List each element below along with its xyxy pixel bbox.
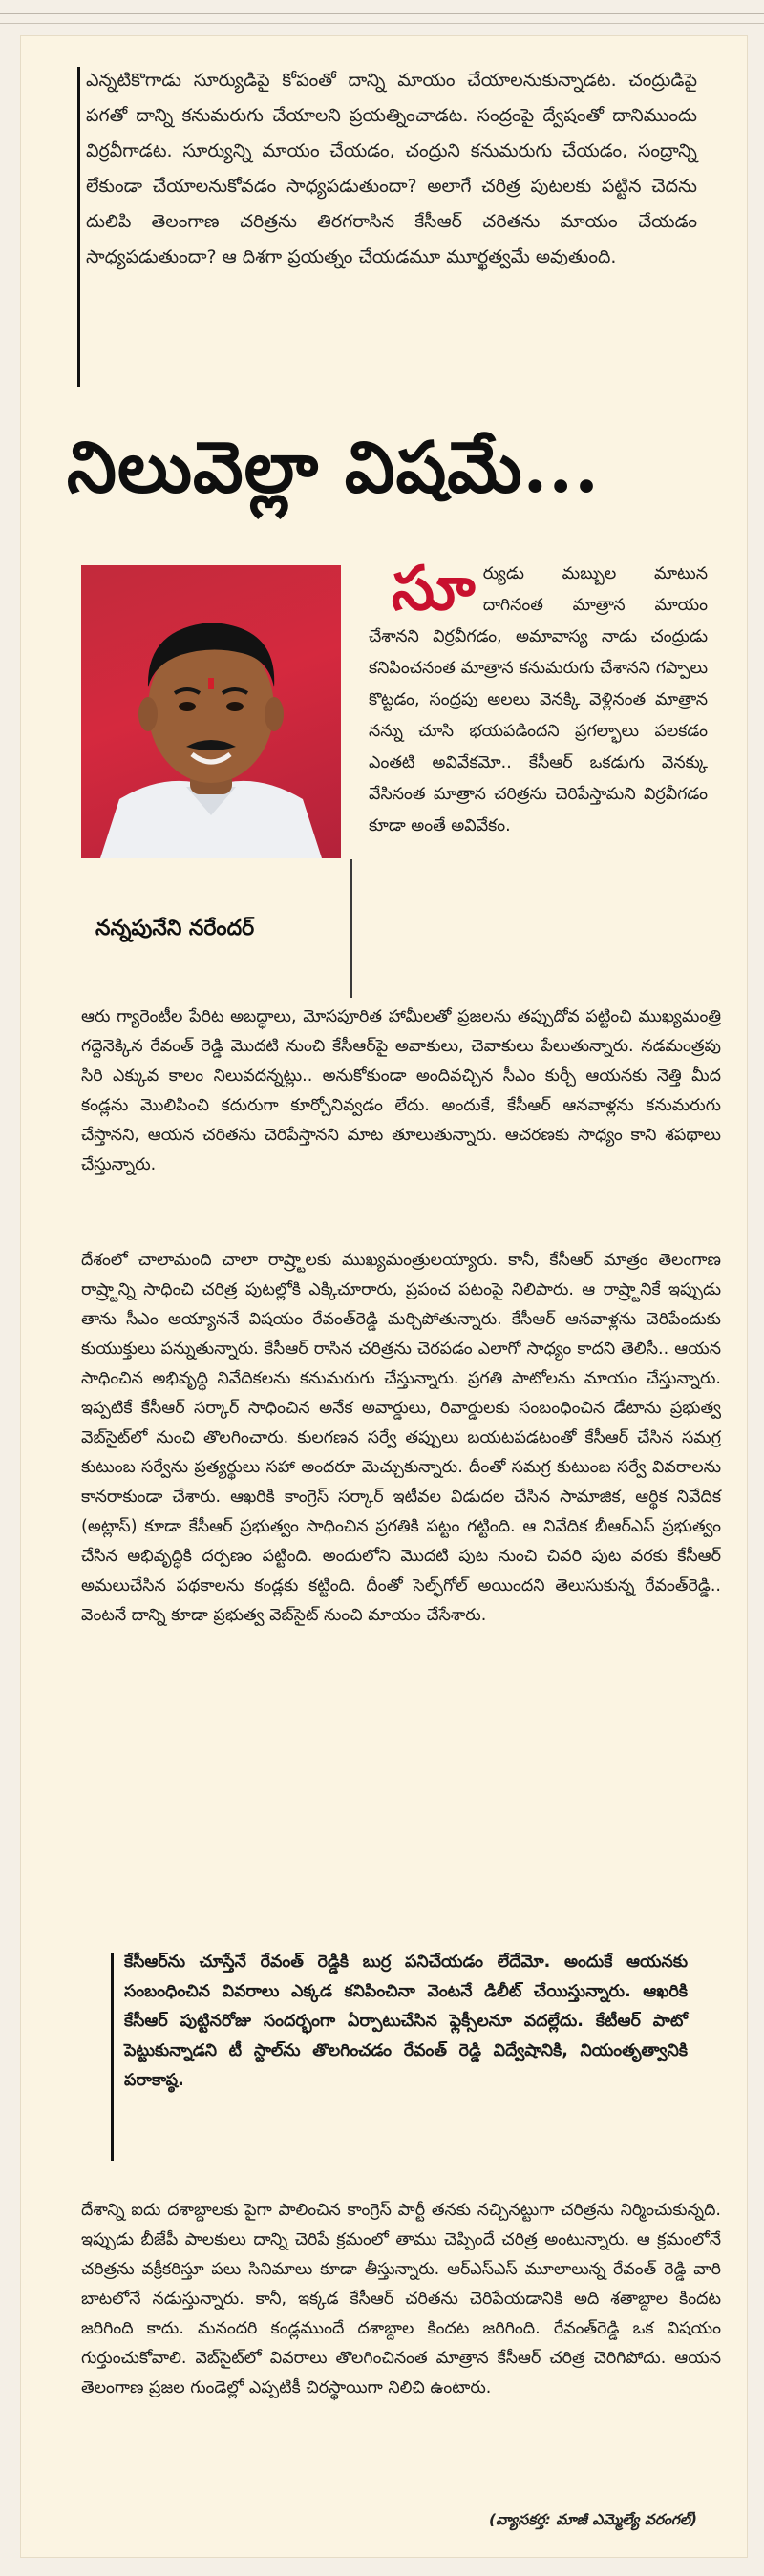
article-headline: నిలువెల్లా విషమే... [67,427,600,509]
paragraph-3-text: దేశాన్ని ఐదు దశాబ్దాలకు పైగా పాలించిన కాంగ్రెస్ పార్టీ తనకు నచ్చినట్టుగా చరిత్రను నిర్మించుకున్నది. ఇప్పుడు బీజేపీ పాలకులు దాన్ని చెరిపే క్రమంలో తాము చెప్పిందే చరిత్ర అంటున్నారు. ఆ క్రమంలోనే చరిత్రను వక్రీకరిస్తూ పలు సినిమాలు కూడా తీస్తున్నారు. ఆర్‌ఎస్‌ఎస్ మూలాలున్న రేవంత్ రెడ్డి వారి బాటలోనే నడుస్తున్నారు. కానీ, ఇక్కడ కేసీఆర్ చరితను చెరిపేయడానికి అది శతాబ్దాల కిందట జరిగింది కాదు. మనందరి కండ్లముందే దశాబ్దాల కిందట జరిగింది. రేవంత్‌రెడ్డి ఒక విషయం గుర్తుంచుకోవాలి. వెబ్‌సైట్‌లో వివరాలు తొలగించినంత మాత్రాన కేసీఆర్ చరిత్ర చెరిగిపోదు. ఆయన తెలంగాణ ప్రజల గుండెల్లో ఎప్పటికీ చిరస్థాయిగా నిలిచి ఉంటారు. [81,2201,721,2397]
author-photo [81,565,341,858]
paragraph-2-text: దేశంలో చాలామంది చాలా రాష్ర్టాలకు ముఖ్యమంత్రులయ్యారు. కానీ, కేసీఆర్ మాత్రం తెలంగాణ రాష్ర్టాన్ని సాధించి చరిత్ర పుటల్లోకి ఎక్కిచూరారు, ప్రపంచ పటంపై నిలిపారు. ఆ రాష్ర్టానికే ఇప్పుడు తాను సీఎం అయ్యాననే విషయం రేవంత్‌రెడ్డి మర్చిపోతున్నారు. కేసీఆర్ ఆనవాళ్లను చెరిపేందుకు కుయుక్తులు పన్నుతున్నారు. కేసీఆర్ రాసిన చరిత్రను చెరపడం ఎలాగో సాధ్యం కాదని తెలిసీ.. ఆయన సాధించిన అభివృద్ధి నివేదికలను కనుమరుగు చేస్తున్నారు. ప్రగతి పాటోలను మాయం చేస్తున్నారు. ఇప్పటికే కేసీఆర్ సర్కార్ సాధించిన అనేక అవార్డులు, రివార్డులకు సంబంధించిన డేటాను ప్రభుత్వ వెబ్‌సైట్‌లో నుంచి తొలగించారు. కులగణన సర్వే తప్పులు బయటపడటంతో కేసీఆర్ చేసిన సమగ్ర కుటుంబ సర్వేను ప్రత్యర్థులు సహా అందరూ మెచ్చుకున్నారు. దీంతో సమగ్ర కుటుంబ సర్వే వివరాలను కానరాకుండా చేశారు. ఆఖరికి కాంగ్రెస్ సర్కార్ ఇటీవల విడుదల చేసిన సామాజిక, ఆర్థిక నివేదిక (అట్లాస్) కూడా కేసీఆర్ ప్రభుత్వం సాధించిన ప్రగతికి పట్టం గట్టింది. ఆ నివేదిక బీఆర్‌ఎస్ ప్రభుత్వం చేసిన అభివృద్ధికి దర్పణం పట్టింది. అందులోని మొదటి పుట నుంచి చివరి పుట వరకు కేసీఆర్ అమలుచేసిన పథకాలను కండ్లకు కట్టింది. దీంతో సెల్ఫ్‌గోల్ అయిందని తెలుసుకున్న రేవంత్‌రెడ్డి.. వెంటనే దాన్ని కూడా ప్రభుత్వ వెబ్‌సైట్ నుంచి మాయం చేసేశారు. [81,1251,721,1625]
paragraph-1 [81,1003,721,1180]
lead-column [369,553,708,842]
pull-quote: కేసీఆర్‌ను చూస్తేనే రేవంత్ రెడ్డికి బుర్ర పనిచేయడం లేదేమో. అందుకే ఆయనకు సంబంధించిన వివరాలు ఎక్కడ కనిపించినా వెంటనే డిలీట్ చేయిస్తున్నారు. ఆఖరికి కేసీఆర్ పుట్టినరోజు సందర్భంగా ఏర్పాటుచేసిన ఫ్లెక్సీలనూ వదల్లేదు. కేటీఆర్ పాటో పెట్టుకున్నాడని టీ స్టాల్‌ను తొలగించడం రేవంత్ రెడ్డి విద్వేషానికి, నియంతృత్వానికి పరాకాష్ఠ. [124,1953,688,2090]
author-portrait-icon [81,565,341,858]
drop-cap: సూ [392,553,476,624]
paragraph-1-text: ఆరు గ్యారెంటీల పేరిట అబద్ధాలు, మోసపూరిత హామీలతో ప్రజలను తప్పుదోవ పట్టించి ముఖ్యమంత్రి గద్దెనెక్కిన రేవంత్ రెడ్డి మొదటి నుంచి కేసీఆర్‌పై అవాకులు, చెవాకులు పేలుతున్నారు. నడమంత్రపు సిరి ఎక్కువ కాలం నిలువదన్నట్లు.. అనుకోకుండా అందివచ్చిన సీఎం కుర్చీ ఆయనకు నెత్తి మీద కండ్లను మొలిపించి కదురుగా కూర్చోనివ్వడం లేదు. అందుకే, కేసీఆర్ ఆనవాళ్లను కనుమరుగు చేస్తానని, ఆయన చరితను చెరిపేస్తానని మాట తూలుతున్నారు. ఆచరణకు సాధ్యం కాని శపథాలు చేస్తున్నారు. [81,1007,721,1174]
top-rule-thin [0,23,764,24]
quote-accent-bar [111,1953,114,2161]
author-credit: (వ్యాసకర్త: మాజీ ఎమ్మెల్యే వరంగల్) [488,2511,697,2528]
top-rule [0,0,764,14]
intro-accent-bar [77,67,80,387]
author-name: నన్నపునేని నరేందర్ [96,917,255,940]
paragraph-2 [81,1246,721,1631]
intro-paragraph: ఎన్నటికొగాడు సూర్యుడిపై కోపంతో దాన్ని మాయం చేయాలనుకున్నాడట. చంద్రుడిపై పగతో దాన్ని కనుమరుగు చేయాలని ప్రయత్నించాడట. సంద్రంపై ద్వేషంతో దానిముందు విర్రవీగాడట. సూర్యున్ని మాయం చేయడం, చంద్రుని కనుమరుగు చేయడం, సంద్రాన్ని లేకుండా చేయాలనుకోవడం సాధ్యపడుతుందా? అలాగే చరిత్ర పుటలకు పట్టిన చెదను దులిపి తెలంగాణ చరిత్రను తిరగరాసిన కేసీఆర్ చరితను మాయం చేయడం సాధ్యపడుతుందా? ఆ దిశగా ప్రయత్నం చేయడమూ మూర్ఖత్వమే అవుతుంది. [86,70,697,267]
author-divider [350,859,352,998]
lead-column-text: ర్యుడు మబ్బుల మాటున దాగినంత మాత్రాన మాయం చేశానని విర్రవీగడం, అమావాస్య నాడు చంద్రుడు కనిపించనంత మాత్రాన కనుమరుగు చేశానని గప్పాలు కొట్టడం, సంద్రపు అలలు వెనక్కి వెళ్లినంత మాత్రాన నన్ను చూసి భయపడిందని ప్రగల్భాలు పలకడం ఎంతటి అవివేకమో.. కేసీఆర్ ఒకడుగు వెనక్కు వేసినంత మాత్రాన చరిత్రను చెరిపేస్తామని విర్రవీగడం కూడా అంతే అవివేకం. [369,564,708,835]
paragraph-3 [81,2196,721,2403]
